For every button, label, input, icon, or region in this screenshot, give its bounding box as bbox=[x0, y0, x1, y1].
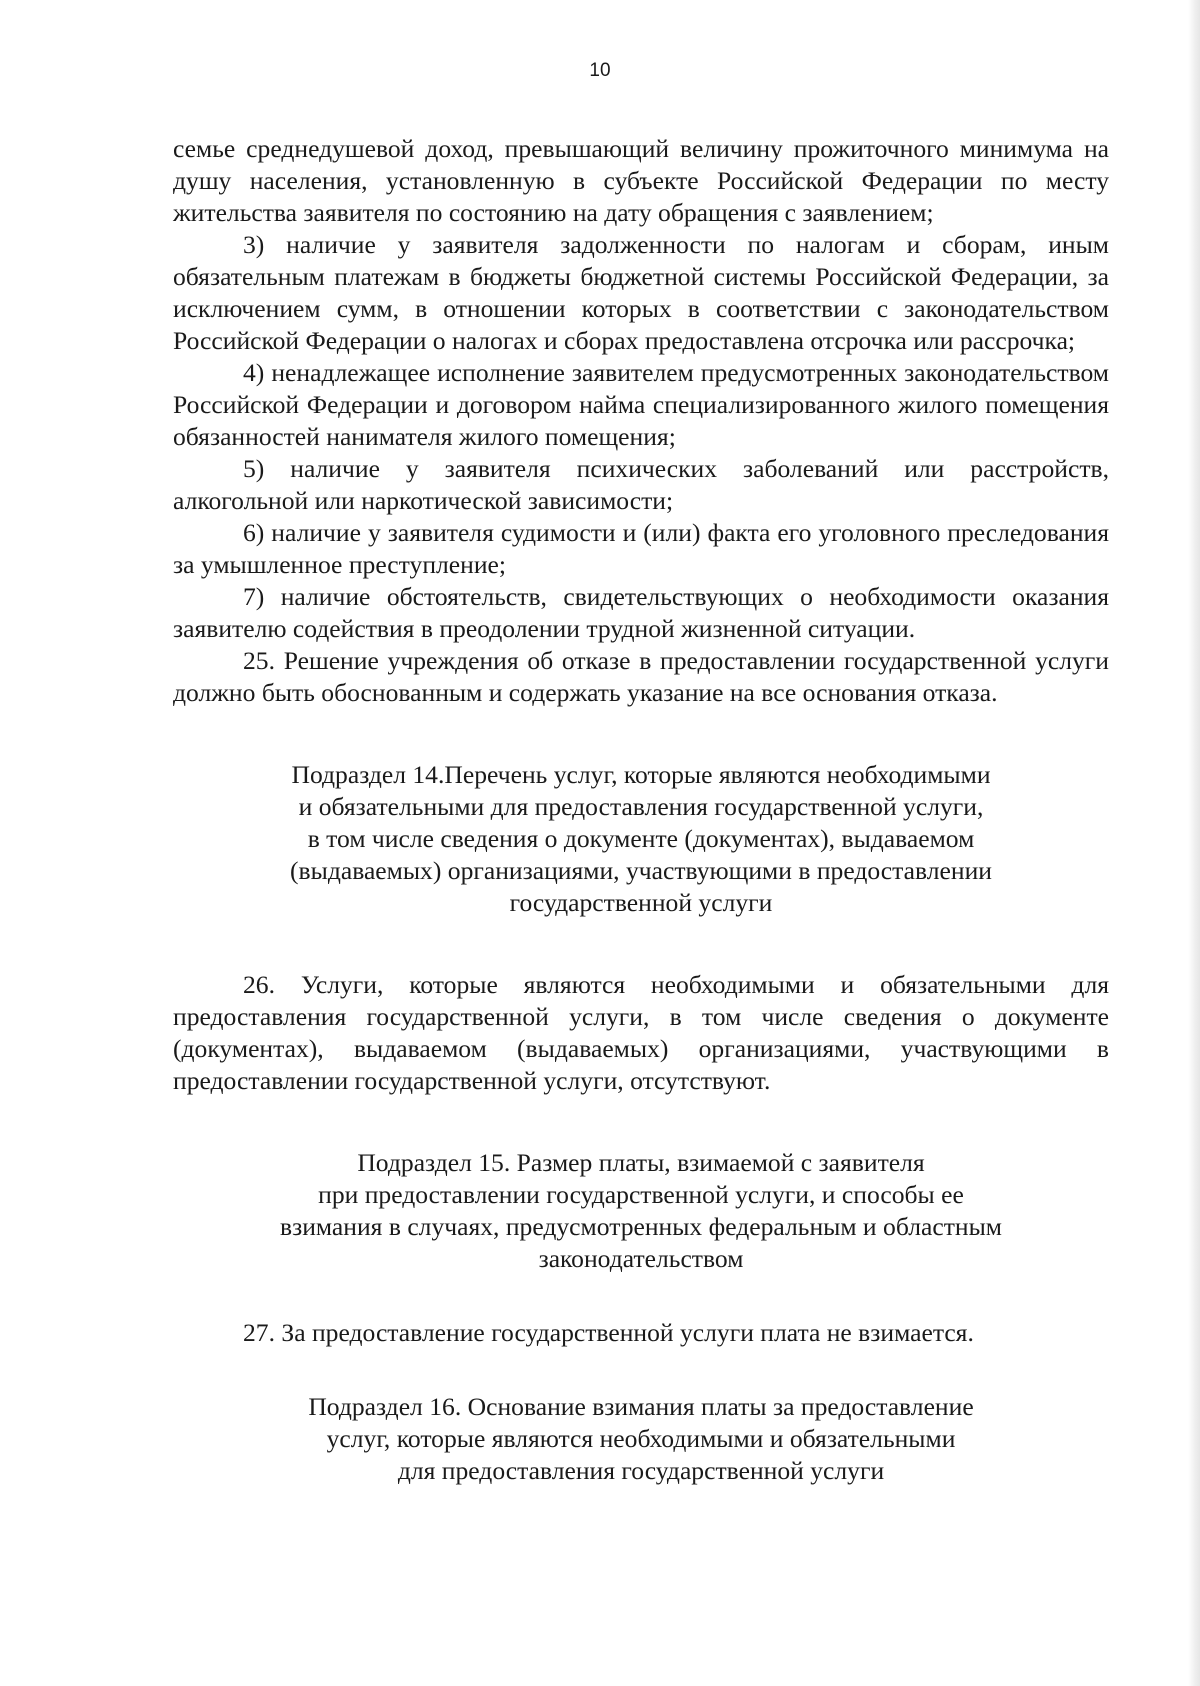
page-number: 10 bbox=[589, 60, 611, 81]
subsection-15-line: Подраздел 15. Размер платы, взимаемой с заявителя bbox=[357, 1148, 925, 1177]
paragraph-26: 26. Услуги, которые являются необходимыми и обязательными для предоставления государственной услуги, в том числе сведения о документе (документах), выдаваемом (выдаваемых) организациями, участвующими в предоставлении государственной услуги, отсутствуют. bbox=[173, 970, 1109, 1095]
subsection-16-line: услуг, которые являются необходимыми и обязательными bbox=[326, 1424, 956, 1453]
subsection-15-heading bbox=[173, 1147, 1109, 1275]
subsection-14-line: государственной услуги bbox=[509, 888, 773, 917]
subsection-14-line: Подраздел 14.Перечень услуг, которые являются необходимыми bbox=[291, 760, 991, 789]
subsection-14-line: в том числе сведения о документе (документах), выдаваемом bbox=[307, 824, 975, 853]
paragraph-continuation: семье среднедушевой доход, превышающий величину прожиточного минимума на душу населения, установленную в субъекте Российской Федерации по месту жительства заявителя по состоянию на дату обращения с заявлением; bbox=[173, 134, 1109, 227]
page-edge-shadow bbox=[1188, 0, 1200, 1686]
subsection-15-line: взимания в случаях, предусмотренных федеральным и областным bbox=[280, 1212, 1002, 1241]
subsection-14-line: и обязательными для предоставления государственной услуги, bbox=[298, 792, 984, 821]
subsection-16-line: Подраздел 16. Основание взимания платы за предоставление bbox=[308, 1392, 974, 1421]
subsection-16-heading bbox=[173, 1391, 1109, 1487]
subsection-14-heading bbox=[173, 759, 1109, 919]
paragraph-item-5: 5) наличие у заявителя психических заболеваний или расстройств, алкогольной или наркотической зависимости; bbox=[173, 454, 1109, 515]
paragraph-item-7: 7) наличие обстоятельств, свидетельствующих о необходимости оказания заявителю содействия в преодолении трудной жизненной ситуации. bbox=[173, 582, 1109, 643]
paragraph-item-4: 4) ненадлежащее исполнение заявителем предусмотренных законодательством Российской Федерации и договором найма специализированного жилого помещения обязанностей нанимателя жилого помещения; bbox=[173, 358, 1109, 451]
subsection-15-line: при предоставлении государственной услуги, и способы ее bbox=[318, 1180, 964, 1209]
paragraph-25: 25. Решение учреждения об отказе в предоставлении государственной услуги должно быть обоснованным и содержать указание на все основания отказа. bbox=[173, 646, 1109, 707]
subsection-14-line: (выдаваемых) организациями, участвующими в предоставлении bbox=[290, 856, 992, 885]
subsection-16-line: для предоставления государственной услуги bbox=[397, 1456, 885, 1485]
paragraph-item-6: 6) наличие у заявителя судимости и (или) факта его уголовного преследования за умышленное преступление; bbox=[173, 518, 1109, 579]
subsection-15-line: законодательством bbox=[538, 1244, 744, 1273]
paragraph-item-3: 3) наличие у заявителя задолженности по налогам и сборам, иным обязательным платежам в бюджеты бюджетной системы Российской Федерации, за исключением сумм, в отношении которых в соответствии с законодательством Российской Федерации о налогах и сборах предоставлена отсрочка или рассрочка; bbox=[173, 230, 1109, 355]
document-body bbox=[173, 133, 1109, 1487]
paragraph-27: 27. За предоставление государственной услуги плата не взимается. bbox=[243, 1318, 974, 1347]
